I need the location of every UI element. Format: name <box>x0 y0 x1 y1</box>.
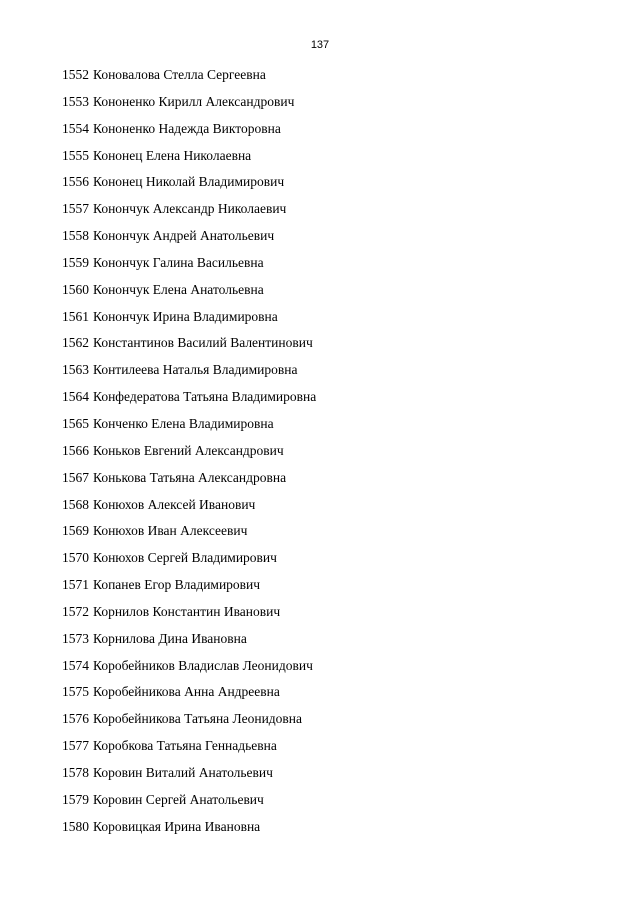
list-item <box>62 227 316 254</box>
entry-number: 1552 <box>62 67 89 82</box>
list-item <box>62 576 316 603</box>
entry-number: 1577 <box>62 738 89 754</box>
list-item <box>62 469 316 496</box>
entry-number: 1561 <box>62 308 89 324</box>
entry-full-name: Коробейников Владислав Леонидович <box>93 657 313 673</box>
entry-number: 1555 <box>62 147 89 163</box>
list-item <box>62 657 316 684</box>
entry-full-name: Конончук Александр Николаевич <box>93 201 287 217</box>
entry-full-name: Конькова Татьяна Александровна <box>93 469 287 485</box>
entry-full-name: Коровин Сергей Анатольевич <box>93 791 264 807</box>
list-item <box>62 442 316 469</box>
entry-number: 1563 <box>62 362 89 378</box>
entry-number: 1580 <box>62 818 89 834</box>
list-item <box>62 415 316 442</box>
entry-number: 1560 <box>62 281 89 297</box>
entry-full-name: Коновалова Стелла Сергеевна <box>93 67 266 82</box>
list-item <box>62 93 316 120</box>
entry-full-name: Кононенко Надежда Викторовна <box>93 120 281 136</box>
entry-full-name: Коробейникова Анна Андреевна <box>93 684 280 700</box>
entry-full-name: Корнилов Константин Иванович <box>93 603 281 619</box>
entry-number: 1575 <box>62 684 89 700</box>
name-list <box>62 66 316 844</box>
list-item <box>62 496 316 523</box>
entry-full-name: Кононенко Кирилл Александрович <box>93 93 295 109</box>
list-item <box>62 120 316 147</box>
entry-full-name: Коровицкая Ирина Ивановна <box>93 818 261 834</box>
entry-number: 1559 <box>62 254 89 270</box>
list-item <box>62 388 316 415</box>
list-item <box>62 710 316 737</box>
entry-full-name: Коньков Евгений Александрович <box>93 442 284 458</box>
list-item <box>62 683 316 710</box>
entry-full-name: Конюхов Иван Алексеевич <box>93 523 248 539</box>
entry-full-name: Корнилова Дина Ивановна <box>93 630 247 646</box>
entry-number: 1556 <box>62 174 89 190</box>
entry-number: 1574 <box>62 657 89 673</box>
list-item <box>62 281 316 308</box>
list-item <box>62 66 316 93</box>
list-item <box>62 791 316 818</box>
page-number: 137 <box>310 39 330 51</box>
entry-full-name: Коробейникова Татьяна Леонидовна <box>93 711 302 727</box>
entry-number: 1571 <box>62 577 89 593</box>
entry-number: 1558 <box>62 228 89 244</box>
entry-full-name: Коробкова Татьяна Геннадьевна <box>93 738 277 754</box>
list-item <box>62 147 316 174</box>
entry-full-name: Конюхов Алексей Иванович <box>93 496 256 512</box>
entry-full-name: Копанев Егор Владимирович <box>93 577 261 593</box>
entry-number: 1557 <box>62 201 89 217</box>
entry-number: 1567 <box>62 469 89 485</box>
list-item <box>62 200 316 227</box>
list-item <box>62 334 316 361</box>
entry-full-name: Конончук Андрей Анатольевич <box>93 228 275 244</box>
entry-number: 1579 <box>62 791 89 807</box>
entry-full-name: Конченко Елена Владимировна <box>93 415 274 431</box>
list-item <box>62 737 316 764</box>
entry-full-name: Конончук Елена Анатольевна <box>93 281 264 297</box>
list-item <box>62 603 316 630</box>
entry-number: 1566 <box>62 442 89 458</box>
entry-number: 1572 <box>62 603 89 619</box>
entry-full-name: Кононец Елена Николаевна <box>93 147 252 163</box>
entry-number: 1564 <box>62 389 89 405</box>
entry-full-name: Коровин Виталий Анатольевич <box>93 764 273 780</box>
entry-number: 1553 <box>62 93 89 109</box>
list-item <box>62 361 316 388</box>
entry-full-name: Конюхов Сергей Владимирович <box>93 550 277 566</box>
list-item <box>62 630 316 657</box>
entry-number: 1554 <box>62 120 89 136</box>
list-item <box>62 522 316 549</box>
list-item <box>62 549 316 576</box>
entry-number: 1568 <box>62 496 89 512</box>
entry-number: 1578 <box>62 764 89 780</box>
list-item <box>62 818 316 845</box>
entry-full-name: Контилеева Наталья Владимировна <box>93 362 298 378</box>
list-item <box>62 254 316 281</box>
entry-number: 1569 <box>62 523 89 539</box>
list-item <box>62 764 316 791</box>
entry-full-name: Константинов Василий Валентинович <box>93 335 313 351</box>
entry-full-name: Конончук Галина Васильевна <box>93 254 264 270</box>
list-item <box>62 308 316 335</box>
entry-number: 1573 <box>62 630 89 646</box>
entry-number: 1570 <box>62 550 89 566</box>
entry-number: 1565 <box>62 415 89 431</box>
entry-number: 1562 <box>62 335 89 351</box>
entry-full-name: Конфедератова Татьяна Владимировна <box>93 389 317 405</box>
entry-full-name: Кононец Николай Владимирович <box>93 174 285 190</box>
entry-full-name: Конончук Ирина Владимировна <box>93 308 278 324</box>
list-item <box>62 173 316 200</box>
entry-number: 1576 <box>62 711 89 727</box>
